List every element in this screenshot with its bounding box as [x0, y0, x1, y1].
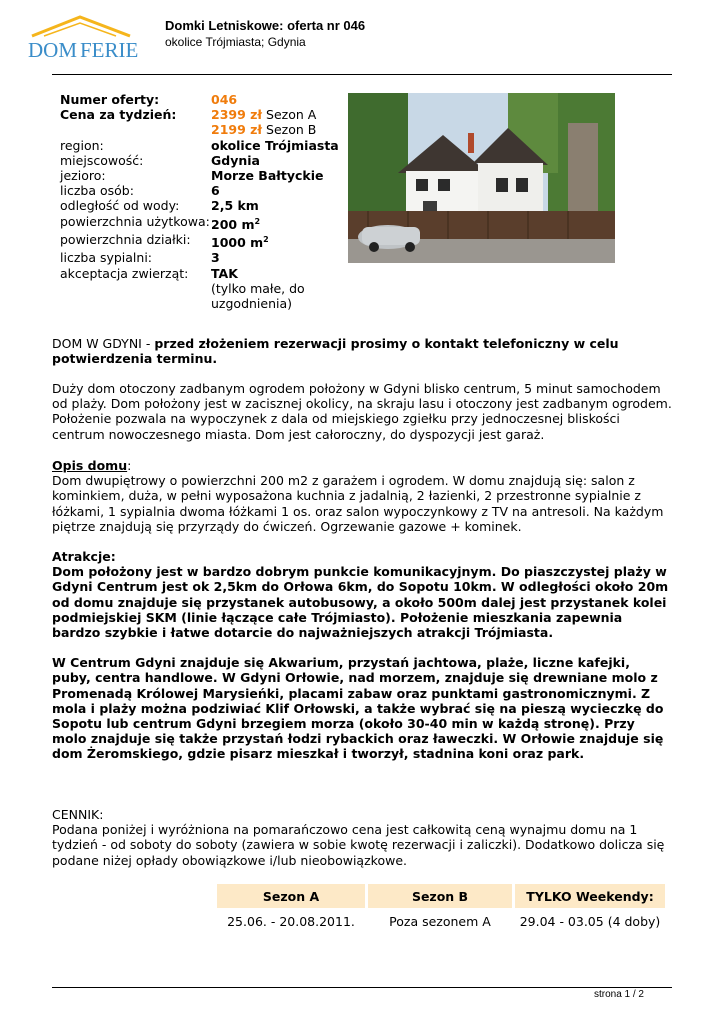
footer-divider — [52, 987, 672, 988]
table-cell: 25.06. - 20.08.2011. — [227, 914, 355, 929]
value: Morze Bałtyckie — [211, 168, 324, 184]
pets-note-row — [60, 296, 339, 311]
logo-text-dom: DOM — [28, 38, 78, 62]
column-header: Sezon B — [368, 884, 512, 908]
page-subtitle: okolice Trójmiasta; Gdynia — [165, 35, 306, 49]
price-b-season: Sezon B — [262, 122, 317, 138]
plot-row — [60, 232, 339, 250]
price-b: 2199 zł — [211, 122, 263, 138]
label: Cena za tydzień: — [60, 107, 177, 123]
table-cell: Poza sezonem A — [389, 914, 491, 929]
value: okolice Trójmiasta — [211, 137, 339, 153]
description-paragraph — [52, 381, 672, 442]
bedrooms-row — [60, 250, 339, 265]
attractions-p1: Dom położony jest w bardzo dobrym punkcie komunikacyjnym. Do piaszczystej plaży w Gdyni Centrum jest ok 2,5km do Orłowa 6km, do Sopotu 10km. W odległości około 20m od domu znajduje się przystanek autobusowy, a około 500m dalej jest przystanek kolei podmiejskiej SKM (linie łączące całe Trójmiasto). Położenie mieszkania zapewnia bardzo szybkie i łatwe dotarcie do najważniejszych atrakcji Trójmiasta. — [52, 564, 669, 641]
pricing-text: Podana poniżej i wyróżniona na pomarańczowo cena jest całkowitą ceną wynajmu domu na 1 tydzień - od soboty do soboty (zawiera w sobie kwotę rezerwacji i zaliczki). Dodatkowo dolicza się podane niżej opłady obowiązkowe i/lub nieobowiązkowe. — [52, 822, 665, 868]
pets-note: uzgodnienia) — [211, 295, 293, 311]
price-b-row — [60, 122, 339, 137]
page-title: Domki Letniskowe: oferta nr 046 — [165, 18, 366, 33]
label: liczba osób: — [60, 183, 134, 199]
label: jezioro: — [60, 168, 106, 184]
price-row — [60, 107, 339, 122]
house-section — [52, 458, 672, 534]
offer-details — [60, 92, 339, 311]
region-row — [60, 138, 339, 153]
house-text: Dom dwupiętrowy o powierzchni 200 m2 z garażem i ogrodem. W domu znajdują się: salon z kominkiem, duża, w pełni wyposażona kuchnia z jadalnią, 2 łazienki, 2 przestronne sypialnie z łóżkami, 1 sypialnia dwoma łóżkami 1 os. oraz salon wypoczynkowy z TV na antresoli. Na każdym piętrze znajdują się przyrządy do ćwiczeń. Ogrzewanie gazowe + kominek. — [52, 473, 664, 534]
superscript: 2 — [263, 234, 269, 244]
offer-number: 046 — [211, 92, 238, 107]
pricing-heading: CENNIK: — [52, 807, 104, 822]
house-heading: Opis domu — [52, 458, 128, 473]
page-number: strona 1 / 2 — [593, 989, 644, 1000]
value: TAK — [211, 265, 238, 281]
header-divider — [52, 74, 672, 75]
colon: : — [127, 458, 132, 473]
logo-text-ferie: FERIE — [80, 38, 139, 62]
attractions-section — [52, 549, 672, 762]
area-row — [60, 214, 339, 232]
attractions-p2: W Centrum Gdyni znajduje się Akwarium, przystań jachtowa, plaże, liczne kafejki, puby, centra handlowe. W Gdyni Orłowie, nad morzem, znajduje się drewniane molo z Promenadą Królowej Marysieńki, placami zabaw oraz punktami gastronomicznymi. Z mola i plaży można podziwiać Klif Orłowski, a także wybrać się na pieszą wycieczkę do Sopotu lub centrum Gdyni brzegiem morza (około 30-40 min w każdą stronę). Przy molo znajduje się także przystań łodzi rybackich oraz ławeczki. W Orłowie znajduje się dom Żeromskiego, gdzie pisarz mieszkał i tworzył, stadnina koni oraz park. — [52, 655, 664, 762]
lake-row — [60, 168, 339, 183]
pets-note-row — [60, 281, 339, 296]
label: miejscowość: — [60, 152, 144, 168]
value: 3 — [211, 250, 220, 266]
intro-lead: DOM W GDYNI - — [52, 336, 155, 351]
label: akceptacja zwierząt: — [60, 265, 189, 281]
label: region: — [60, 137, 104, 153]
label: Numer oferty: — [60, 92, 160, 107]
water-distance-row — [60, 198, 339, 213]
description-text: Duży dom otoczony zadbanym ogrodem położony w Gdyni blisko centrum, 5 minut samochodem od plaży. Dom położony jest w zacisznej okolicy, na skraju lasu i otoczony jest zadbanym ogrodem. Położenie pozwala na wypoczynek z dala od miejskiego zgiełku przy jednoczesnej bliskości centrum nowoczesnego miasta. Dom jest całoroczny, do dyspozycji jest garaż. — [52, 381, 672, 442]
price-a: 2399 zł — [211, 107, 263, 123]
offer-number-row — [60, 92, 339, 107]
table-cell: 29.04 - 03.05 (4 doby) — [519, 914, 661, 929]
price-table-row — [217, 908, 665, 935]
price-a-season: Sezon A — [262, 107, 317, 123]
value: 6 — [211, 183, 220, 199]
town-row — [60, 153, 339, 168]
column-header: Sezon A — [217, 884, 365, 908]
label: powierzchnia działki: — [60, 231, 191, 247]
attractions-heading: Atrakcje: — [52, 549, 116, 564]
house-photo — [348, 93, 615, 263]
price-table — [214, 884, 668, 935]
intro-notice: przed złożeniem rezerwacji prosimy o kontakt telefoniczny w celu potwierdzenia terminu. — [52, 336, 619, 367]
column-header: TYLKO Weekendy: — [515, 884, 665, 908]
value: 1000 m — [211, 235, 264, 251]
label: liczba sypialni: — [60, 250, 153, 266]
label: odległość od wody: — [60, 198, 180, 214]
value: Gdynia — [211, 152, 260, 168]
pets-note: (tylko małe, do — [211, 280, 305, 296]
label: powierzchnia użytkowa: — [60, 213, 210, 229]
superscript: 2 — [254, 216, 261, 226]
persons-row — [60, 183, 339, 198]
intro-paragraph — [52, 336, 672, 366]
value: 200 m — [211, 216, 255, 232]
pets-row — [60, 266, 339, 281]
price-table-header — [217, 884, 665, 908]
domferie-logo — [22, 14, 150, 64]
pricing-section — [52, 807, 672, 868]
value: 2,5 km — [211, 198, 259, 214]
